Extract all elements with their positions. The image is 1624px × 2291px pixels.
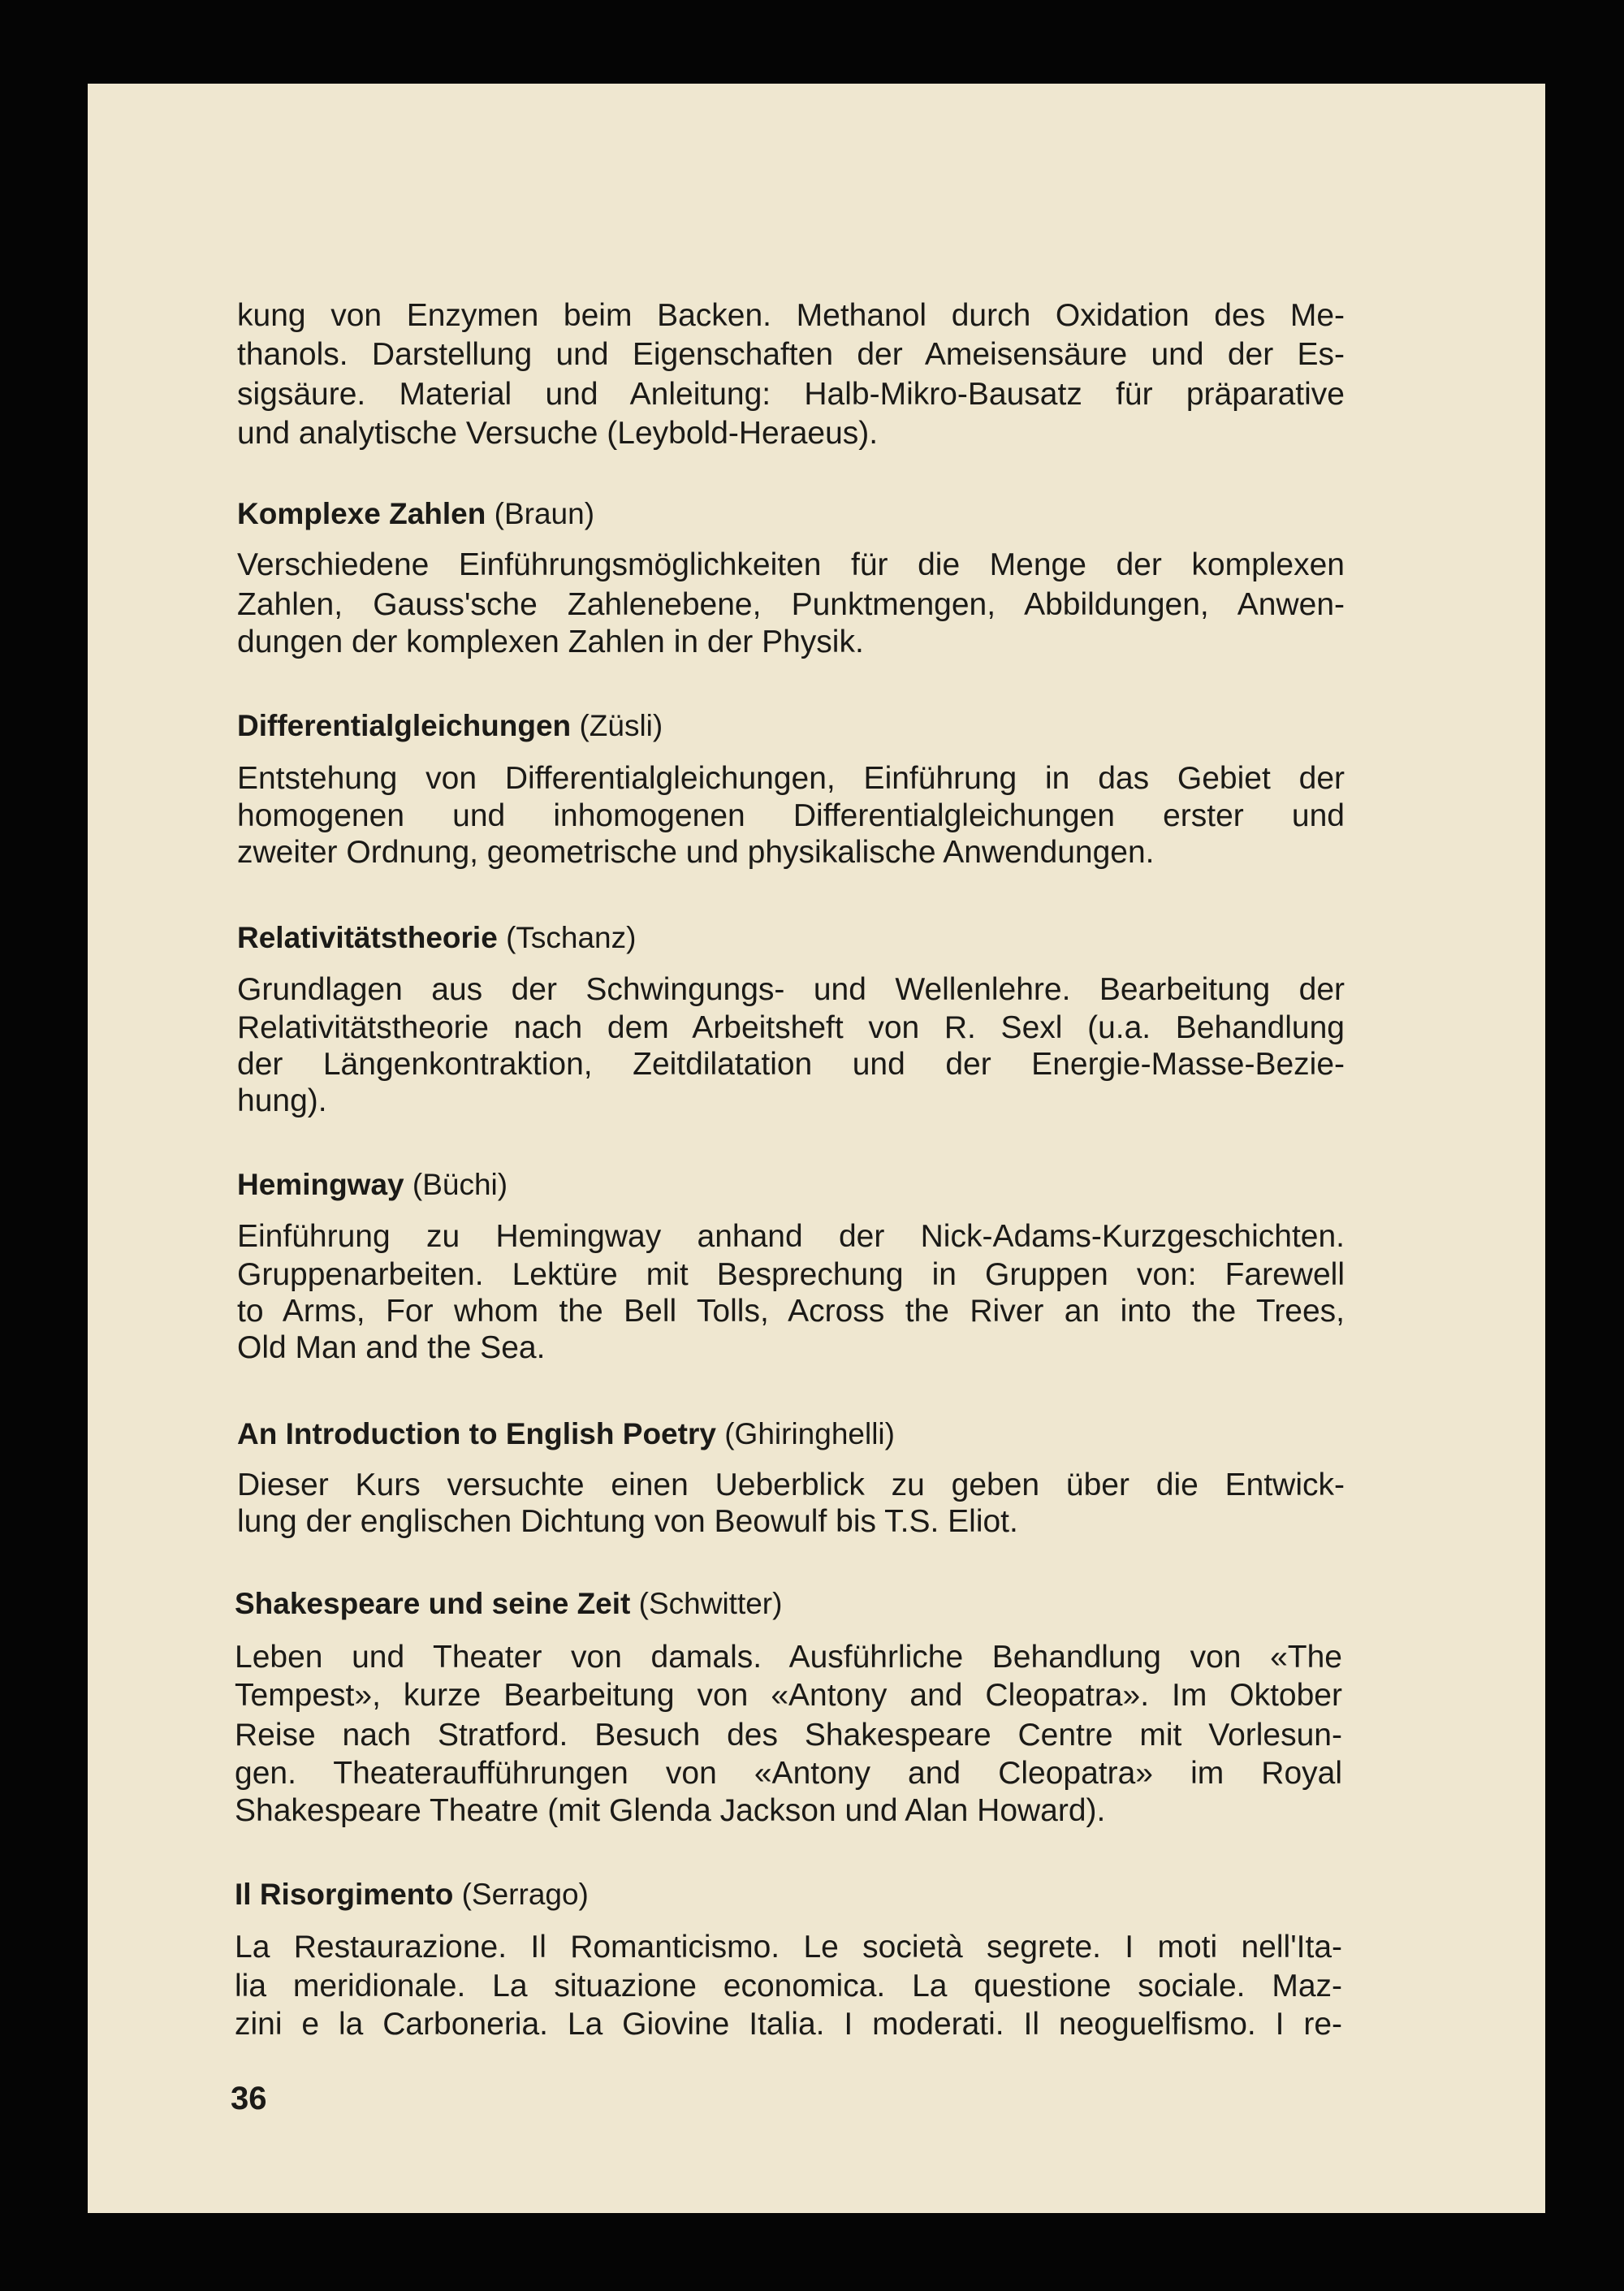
section-heading — [237, 1165, 1345, 1204]
text-line: kung von Enzymen beim Backen. Methanol durch Oxidation des Me- — [237, 298, 1345, 333]
text-line: der Längenkontraktion, Zeitdilatation und der Energie-Masse-Bezie- — [237, 1047, 1345, 1082]
text-line: Old Man and the Sea. — [237, 1330, 546, 1365]
text-line: Shakespeare Theatre (mit Glenda Jackson und Alan Howard). — [235, 1793, 1106, 1828]
teacher-name: (Züsli) — [579, 709, 663, 742]
course-title: Il Risorgimento — [235, 1878, 454, 1911]
text-line: Dieser Kurs versuchte einen Ueberblick zu geben über die Entwick- — [237, 1468, 1345, 1502]
text-line: Entstehung von Differentialgleichungen, Einführung in das Gebiet der — [237, 761, 1345, 796]
text-line: hung). — [237, 1083, 327, 1118]
section-heading — [237, 919, 1345, 957]
text-line: Grundlagen aus der Schwingungs- und Wellenlehre. Bearbeitung der — [237, 972, 1345, 1007]
text-line: La Restaurazione. Il Romanticismo. Le società segrete. I moti nell'Ita- — [235, 1930, 1342, 1965]
text-line: dungen der komplexen Zahlen in der Physik. — [237, 625, 864, 659]
text-line: zweiter Ordnung, geometrische und physikalische Anwendungen. — [237, 835, 1155, 870]
text-line: Reise nach Stratford. Besuch des Shakespeare Centre mit Vorlesun- — [235, 1718, 1342, 1753]
teacher-name: (Serrago) — [461, 1878, 589, 1911]
teacher-name: (Ghiringhelli) — [724, 1417, 895, 1450]
text-line: Tempest», kurze Bearbeitung von «Antony and Cleopatra». Im Oktober — [235, 1678, 1342, 1713]
text-line: Zahlen, Gauss'sche Zahlenebene, Punktmengen, Abbildungen, Anwen- — [237, 587, 1345, 622]
text-line: Verschiedene Einführungsmöglichkeiten für die Menge der komplexen — [237, 547, 1345, 582]
text-line: Relativitätstheorie nach dem Arbeitsheft von R. Sexl (u.a. Behandlung — [237, 1010, 1345, 1045]
text-line: homogenen und inhomogenen Differentialgleichungen erster und — [237, 798, 1345, 833]
text-line: Einführung zu Hemingway anhand der Nick-Adams-Kurzgeschichten. — [237, 1219, 1345, 1254]
text-line: to Arms, For whom the Bell Tolls, Across the River an into the Trees, — [237, 1294, 1345, 1329]
course-title: An Introduction to English Poetry — [237, 1417, 716, 1450]
text-line: thanols. Darstellung und Eigenschaften der Ameisensäure und der Es- — [237, 337, 1345, 372]
text-line: und analytische Versuche (Leybold-Heraeus). — [237, 416, 879, 451]
teacher-name: (Braun) — [494, 497, 595, 530]
text-line: Gruppenarbeiten. Lektüre mit Besprechung in Gruppen von: Farewell — [237, 1257, 1345, 1292]
course-title: Shakespeare und seine Zeit — [235, 1587, 631, 1620]
teacher-name: (Tschanz) — [506, 921, 637, 954]
text-line: Leben und Theater von damals. Ausführliche Behandlung von «The — [235, 1640, 1342, 1675]
course-title: Differentialgleichungen — [237, 709, 572, 742]
page-number: 36 — [231, 2081, 267, 2116]
section-heading — [235, 1875, 1342, 1914]
text-line: lung der englischen Dichtung von Beowulf bis T.S. Eliot. — [237, 1504, 1018, 1539]
course-title: Hemingway — [237, 1168, 404, 1201]
section-heading — [235, 1584, 1342, 1623]
section-heading — [237, 495, 1345, 534]
section-heading — [237, 707, 1345, 746]
course-title: Relativitätstheorie — [237, 921, 498, 954]
text-line: sigsäure. Material und Anleitung: Halb-Mikro-Bausatz für präparative — [237, 377, 1345, 412]
text-line: zini e la Carboneria. La Giovine Italia. I moderati. Il neoguelfismo. I re- — [235, 2007, 1342, 2042]
teacher-name: (Schwitter) — [638, 1587, 783, 1620]
teacher-name: (Büchi) — [412, 1168, 508, 1201]
text-line: lia meridionale. La situazione economica. La questione sociale. Maz- — [235, 1969, 1342, 2004]
course-title: Komplexe Zahlen — [237, 497, 486, 530]
text-line: gen. Theateraufführungen von «Antony and Cleopatra» im Royal — [235, 1756, 1342, 1791]
section-heading — [237, 1415, 1345, 1454]
